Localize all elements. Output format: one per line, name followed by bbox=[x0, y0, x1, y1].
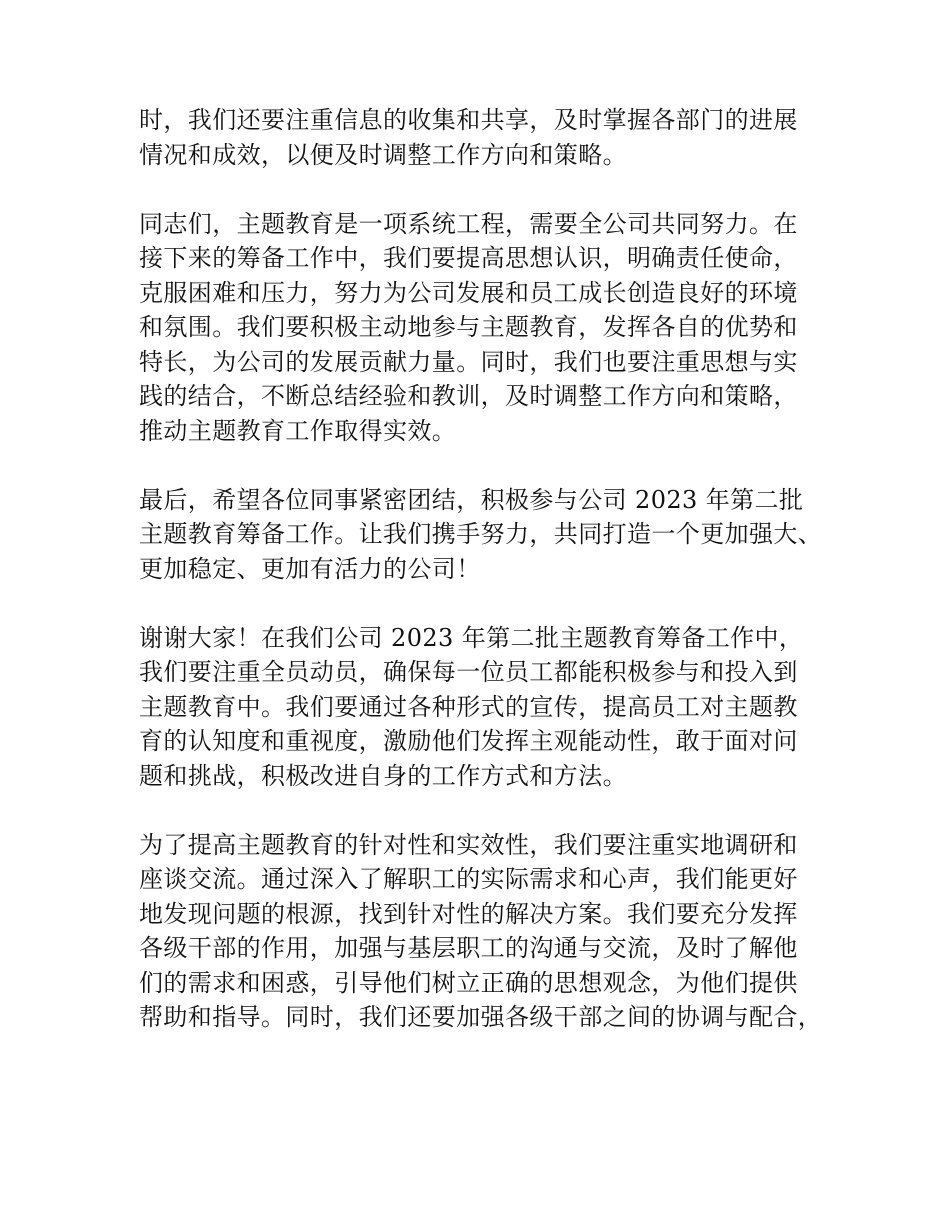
text-line: 主题教育中。我们要通过各种形式的宣传，提高员工对主题教 bbox=[139, 692, 798, 721]
text-line: 为了提高主题教育的针对性和实效性，我们要注重实地调研和 bbox=[139, 830, 798, 859]
text-line: 情况和成效，以便及时调整工作方向和策略。 bbox=[139, 140, 627, 169]
text-line: 座谈交流。通过深入了解职工的实际需求和心声，我们能更好 bbox=[139, 865, 798, 893]
paragraph-3 bbox=[139, 483, 829, 587]
document-body bbox=[139, 103, 829, 1069]
text-line: 接下来的筹备工作中，我们要提高思想认识，明确责任使命， bbox=[139, 244, 798, 272]
text-line: 们的需求和困惑，引导他们树立正确的思想观念，为他们提供 bbox=[139, 968, 798, 997]
text-line: 推动主题教育工作取得实效。 bbox=[139, 416, 457, 445]
paragraph-4 bbox=[139, 621, 829, 794]
text-line: 谢谢大家！在我们公司 2023 年第二批主题教育筹备工作中， bbox=[139, 623, 804, 652]
text-line: 地发现问题的根源，找到针对性的解决方案。我们要充分发挥 bbox=[139, 899, 798, 928]
text-line: 更加稳定、更加有活力的公司！ bbox=[139, 554, 481, 583]
text-line: 践的结合，不断总结经验和教训，及时调整工作方向和策略， bbox=[139, 382, 798, 410]
text-line: 时，我们还要注重信息的收集和共享，及时掌握各部门的进展 bbox=[139, 106, 798, 134]
text-line: 主题教育筹备工作。让我们携手努力，共同打造一个更加强大、 bbox=[139, 520, 823, 548]
text-line: 我们要注重全员动员，确保每一位员工都能积极参与和投入到 bbox=[139, 658, 798, 686]
text-line: 育的认知度和重视度，激励他们发挥主观能动性，敢于面对问 bbox=[139, 727, 798, 755]
text-line: 特长，为公司的发展贡献力量。同时，我们也要注重思想与实 bbox=[139, 347, 798, 376]
paragraph-2 bbox=[139, 207, 829, 449]
text-line: 和氛围。我们要积极主动地参与主题教育，发挥各自的优势和 bbox=[139, 313, 798, 341]
text-line: 克服困难和压力，努力为公司发展和员工成长创造良好的环境 bbox=[139, 278, 798, 307]
text-line: 帮助和指导。同时，我们还要加强各级干部之间的协调与配合， bbox=[139, 1003, 823, 1031]
text-line: 同志们，主题教育是一项系统工程，需要全公司共同努力。在 bbox=[139, 209, 798, 238]
paragraph-5 bbox=[139, 828, 829, 1035]
text-line: 题和挑战，积极改进自身的工作方式和方法。 bbox=[139, 761, 627, 790]
paragraph-1 bbox=[139, 103, 829, 172]
text-line: 最后，希望各位同事紧密团结，积极参与公司 2023 年第二批 bbox=[139, 485, 804, 514]
text-line: 各级干部的作用，加强与基层职工的沟通与交流，及时了解他 bbox=[139, 934, 798, 962]
